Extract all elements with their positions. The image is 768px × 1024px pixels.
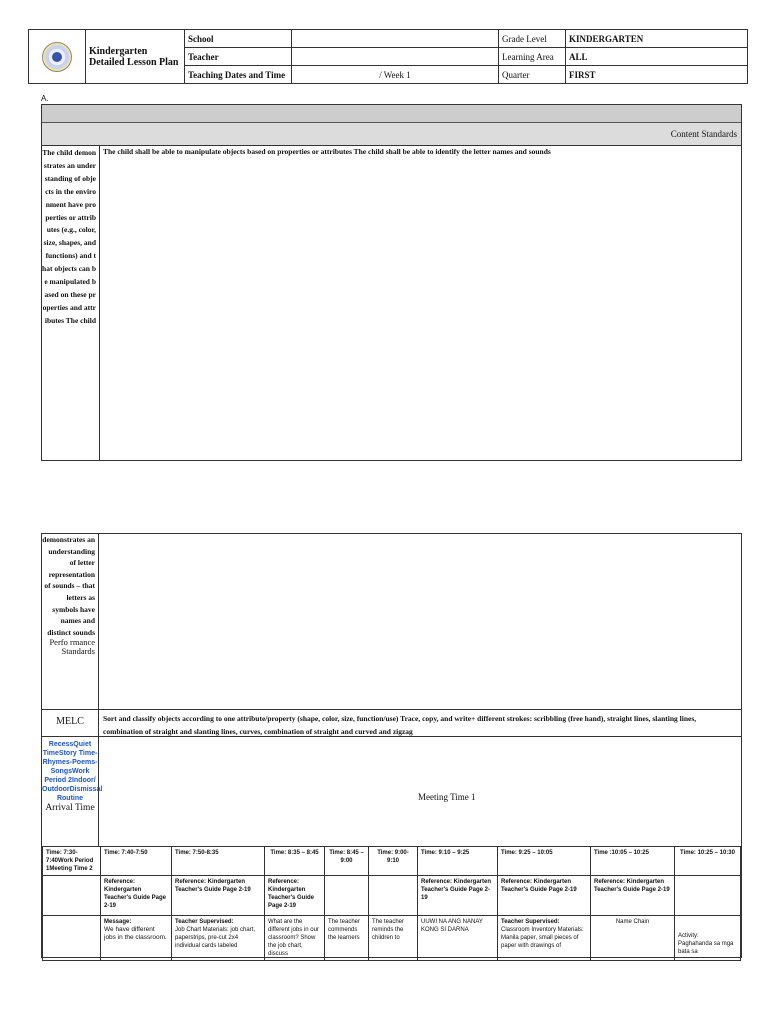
doc-title: Kindergarten Detailed Lesson Plan [86, 30, 185, 84]
grade-label: Grade Level [499, 30, 566, 48]
school-label: School [185, 30, 292, 48]
ref-cell-3: Reference: Kindergarten Teacher's Guide Page 2-19 [265, 876, 325, 916]
teacher-label: Teacher [185, 48, 292, 66]
activity-cell-2 [172, 916, 265, 961]
routine-column [42, 737, 103, 846]
lesson-plan-box [41, 533, 742, 958]
dates-value[interactable]: / Week 1 [292, 66, 499, 84]
time-cell-9: Time: 10:25 – 10:30 [675, 847, 741, 876]
activity-cell-4: The teacher commends the learners [325, 916, 369, 961]
message-label: Message: [104, 919, 132, 925]
time-cell-5: Time: 9:00-9:10 [369, 847, 418, 876]
activity-cell-0 [43, 916, 101, 961]
melc-row [42, 710, 741, 737]
performance-label: Perfo rmance Standards [49, 637, 95, 657]
time-cell-3: Time: 8:35 – 8:45 [265, 847, 325, 876]
left-text-1: The child demonstrates an understanding of objects in the environment have properties or attributes (e.g., color, size, shapes, and functions) and that objects can be manipulated based on these properties and attributes The child [42, 148, 96, 325]
melc-label: MELC [42, 710, 99, 736]
ref-cell-2: Reference: Kindergarten Teacher's Guide Page 2-19 [172, 876, 265, 916]
activity-cell-3: What are the different jobs in our classroom? Show the job chart, discuss [265, 916, 325, 961]
area-value[interactable]: ALL [566, 48, 748, 66]
name-chain: Name Chain [591, 916, 675, 961]
activity-cell-6: UUWI NA ANG NANAY KONG SI DARNA [418, 916, 498, 961]
activity-cell-7 [498, 916, 591, 961]
grade-value[interactable]: KINDERGARTEN [566, 30, 748, 48]
routine-blue-text: RecessQuiet TimeStory Time-Rhymes-Poems-SongsWork Period 2Indoor/ OutdoorDismissal Routine [42, 741, 103, 802]
arrival-time: Arrival Time [45, 803, 95, 813]
ref-cell-7: Reference: Kindergarten Teacher's Guide Page 2-19 [498, 876, 591, 916]
content-standards-box [41, 104, 742, 461]
left-column [42, 146, 100, 460]
logo-cell [29, 30, 86, 84]
activity-cell-1 [101, 916, 172, 961]
time-cell-4: Time: 8:45 – 9:00 [325, 847, 369, 876]
left-text-2: demonstrates an understanding of letter representation of sounds – that letters as symbols have names and distinct sounds [42, 535, 95, 637]
ref-cell-1: Reference: Kindergarten Teacher's Guide Page 2-19 [101, 876, 172, 916]
activity-cell-9 [675, 916, 741, 961]
ref-cell-9 [675, 876, 741, 916]
deped-seal-icon [42, 42, 72, 72]
gray-band-top [42, 105, 741, 123]
ref-cell-0 [43, 876, 101, 916]
teacher-supervised-label: Teacher Supervised: [175, 919, 234, 925]
performance-left-column [42, 534, 99, 709]
activity-cell-5: The teacher reminds the children to [369, 916, 418, 961]
content-standards-label: Content Standards [670, 129, 737, 139]
time-cell-0: Time: 7:30-7:40Work Period 1Meeting Time 2 [43, 847, 101, 876]
ref-cell-4 [325, 876, 369, 916]
ref-cell-8: Reference: Kindergarten Teacher's Guide Page 2-19 [591, 876, 675, 916]
area-label: Learning Area [499, 48, 566, 66]
content-standards-text: The child shall be able to manipulate objects based on properties or attributes The child shall be able to identify the letter names and sounds [103, 147, 551, 156]
teacher-value[interactable] [292, 48, 499, 66]
quarter-value[interactable]: FIRST [566, 66, 748, 84]
ref-cell-6: Reference: Kindergarten Teacher's Guide Page 2-19 [418, 876, 498, 916]
time-cell-6: Time: 9:10 – 9:25 [418, 847, 498, 876]
section-letter: A. [41, 94, 49, 103]
melc-text: Sort and classify objects according to one attribute/property (shape, color, size, function/use) Trace, copy, and write+ different strokes: scribbling (free hand), straight lines, slanting lines, combination of straight and slanting lines, curves, combination of straight and curved and zigzag [103, 714, 697, 736]
school-value[interactable] [292, 30, 499, 48]
teacher-supervised-2-label: Teacher Supervised: [501, 919, 560, 925]
time-cell-1: Time: 7:40-7:50 [101, 847, 172, 876]
activity-label: Activity: [678, 933, 699, 939]
meeting-row [42, 737, 741, 846]
quarter-label: Quarter [499, 66, 566, 84]
dates-label: Teaching Dates and Time [185, 66, 292, 84]
time-cell-8: Time :10:05 – 10:25 [591, 847, 675, 876]
ref-cell-5 [369, 876, 418, 916]
meeting-time-label: Meeting Time 1 [418, 792, 476, 802]
time-cell-7: Time: 9:25 – 10:05 [498, 847, 591, 876]
teacher-supervised-2-text: Classroom Inventory Materials: Manila paper, small pieces of paper with drawings of [501, 927, 584, 949]
performance-row [42, 534, 741, 710]
gray-band-header [42, 123, 741, 146]
header-table [28, 29, 748, 84]
time-cell-2: Time: 7:50-8:35 [172, 847, 265, 876]
activity-text: Paghahanda sa mga bata sa [678, 941, 734, 955]
schedule-table [42, 846, 741, 961]
message-text: We have different jobs in the classroom. [104, 926, 167, 941]
teacher-supervised-text: Job Chart Materials: job chart, paperstrips, pre-cut 2x4 individual cards labeled [175, 927, 256, 949]
